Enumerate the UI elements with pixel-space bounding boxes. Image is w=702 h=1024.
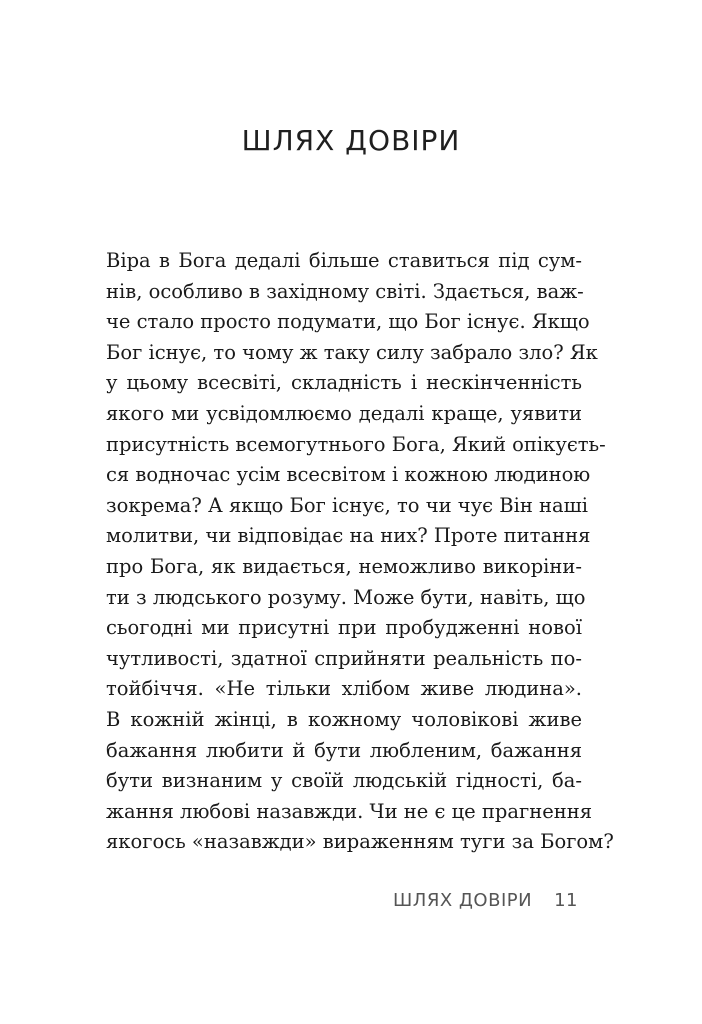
body-paragraph [106,246,614,858]
text-line: нів, особливо в західному світі. Здається, важ- [106,279,584,303]
text-line: сьогодні ми присутні при пробудженні нової [106,616,582,640]
text-line: че стало просто подумати, що Бог існує. Якщо [106,310,590,334]
text-line: бути визнаним у своїй людській гідності, ба- [106,769,582,793]
text-line: якогось «назавжди» вираженням туги за Богом? [106,830,614,854]
running-title: ШЛЯХ ДОВІРИ [393,890,533,911]
text-line: якого ми усвідомлюємо дедалі краще, уявити [106,401,582,425]
page-title: ШЛЯХ ДОВІРИ [241,124,461,157]
text-line: присутність всемогутнього Бога, Який опікуєть- [106,432,606,456]
text-line: молитви, чи відповідає на них? Проте питання [106,524,591,548]
text-line: жання любові назавжди. Чи не є це прагнення [106,799,593,823]
text-line: Віра в Бога дедалі більше ставиться під сум- [106,249,582,272]
page-footer [393,890,578,911]
text-line: ти з людського розуму. Може бути, навіть, що [106,585,586,609]
text-line: тойбіччя. «Не тільки хлібом живе людина». [106,677,582,701]
page-number: 11 [554,890,578,911]
text-line: про Бога, як видається, неможливо викоріни- [106,554,582,578]
text-line: ся водночас усім всесвітом і кожною людиною [106,463,591,487]
text-line: чутливості, здатної сприйняти реальність по- [106,646,582,670]
text-line: у цьому всесвіті, складність і нескінченність [106,371,582,395]
text-line: Бог існує, то чому ж таку силу забрало зло? Як [106,340,598,364]
text-line: бажання любити й бути любленим, бажання [106,738,582,762]
text-line: зокрема? А якщо Бог існує, то чи чує Він наші [106,493,589,517]
text-line: В кожній жінці, в кожному чоловікові живе [106,707,582,731]
